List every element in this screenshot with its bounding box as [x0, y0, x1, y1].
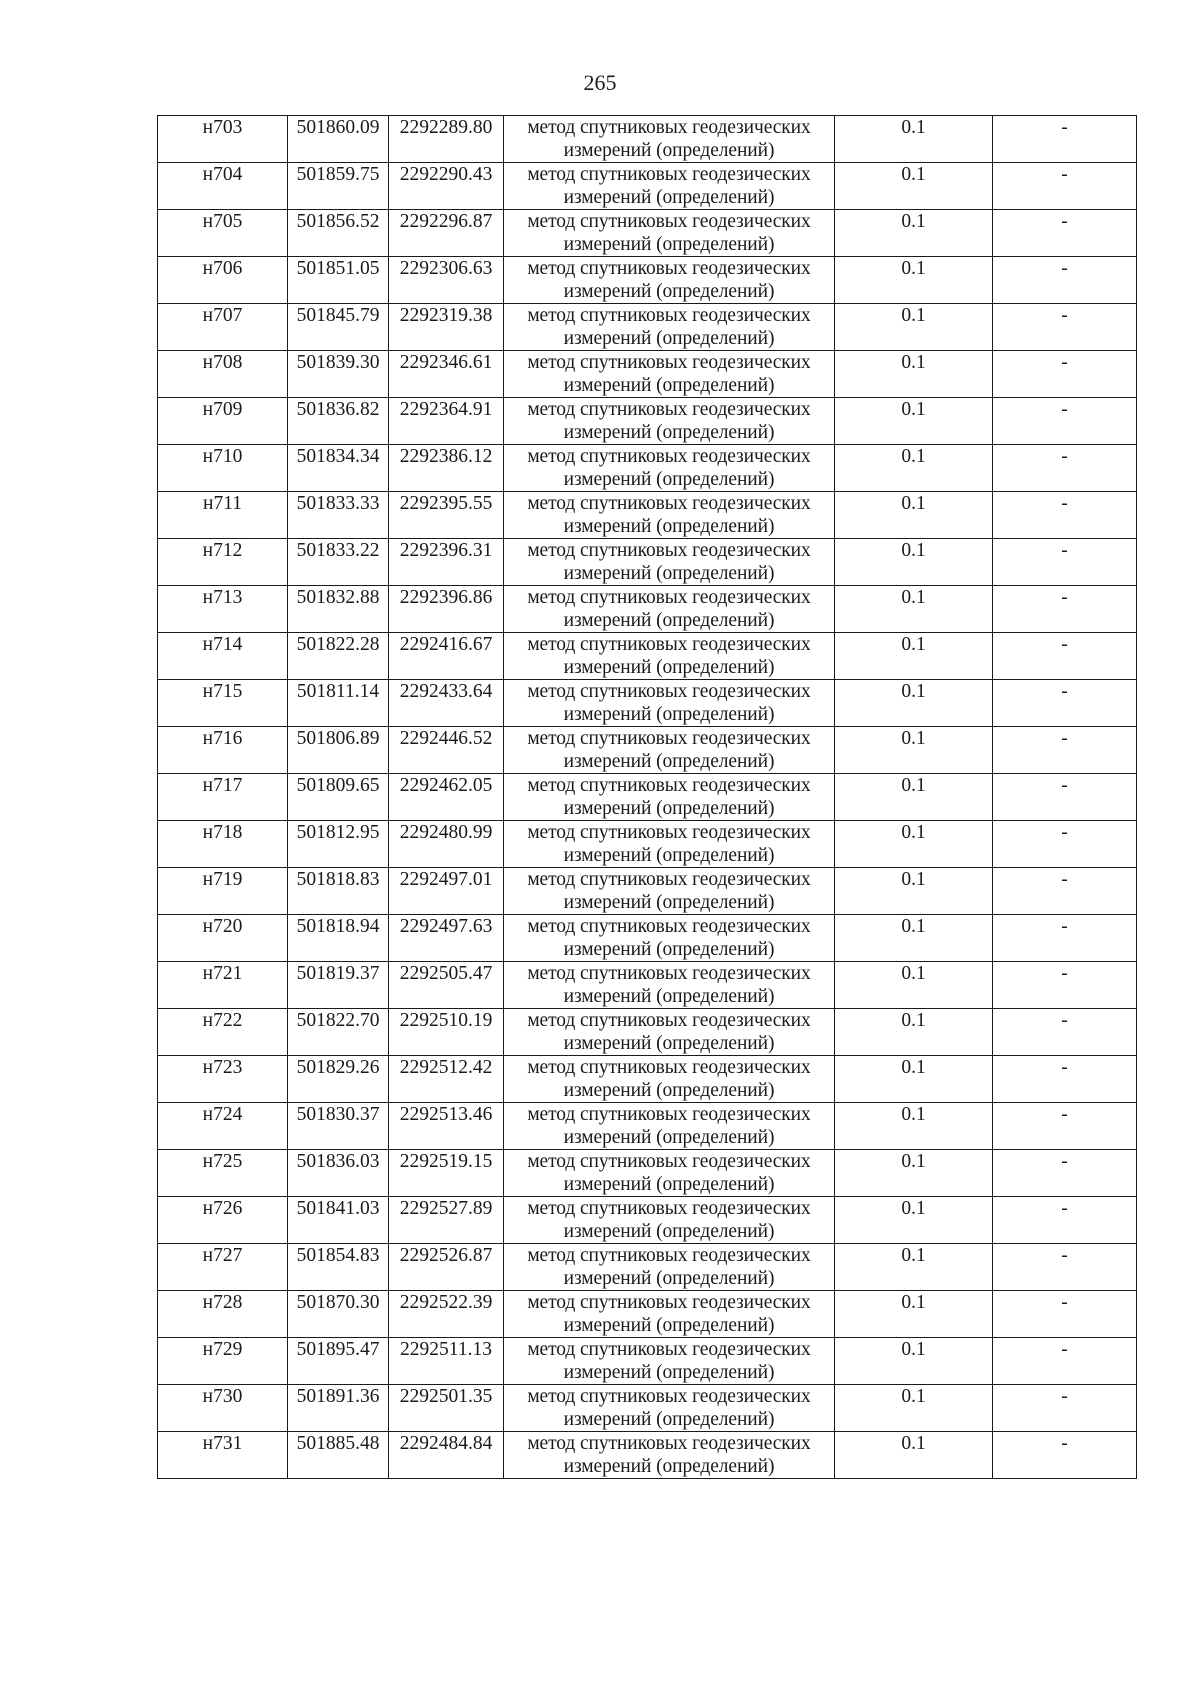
- point-number-cell: н724: [158, 1103, 288, 1150]
- table-row: [158, 1150, 1137, 1197]
- x-coordinate-cell: 501822.70: [288, 1009, 389, 1056]
- method-text-line2: измерений (определений): [563, 563, 775, 584]
- method-cell: [504, 1103, 835, 1150]
- x-coordinate-cell: 501854.83: [288, 1244, 389, 1291]
- accuracy-cell: 0.1: [835, 1244, 993, 1291]
- method-cell: [504, 1150, 835, 1197]
- accuracy-cell: 0.1: [835, 445, 993, 492]
- y-coordinate-cell: 2292395.55: [389, 492, 504, 539]
- point-number-cell: н715: [158, 680, 288, 727]
- method-text-line1: метод спутниковых геодезических: [527, 1292, 811, 1313]
- accuracy-cell: 0.1: [835, 116, 993, 163]
- accuracy-cell: 0.1: [835, 351, 993, 398]
- method-cell: [504, 398, 835, 445]
- method-cell: [504, 539, 835, 586]
- y-coordinate-cell: 2292505.47: [389, 962, 504, 1009]
- note-cell: -: [993, 680, 1137, 727]
- table-row: [158, 1009, 1137, 1056]
- method-text-line1: метод спутниковых геодезических: [527, 1245, 811, 1266]
- method-text-line1: метод спутниковых геодезических: [527, 1386, 811, 1407]
- x-coordinate-cell: 501818.83: [288, 868, 389, 915]
- method-cell: [504, 1009, 835, 1056]
- method-cell: [504, 915, 835, 962]
- note-cell: -: [993, 210, 1137, 257]
- y-coordinate-cell: 2292289.80: [389, 116, 504, 163]
- point-number-cell: н706: [158, 257, 288, 304]
- point-number-cell: н731: [158, 1432, 288, 1479]
- accuracy-cell: 0.1: [835, 1056, 993, 1103]
- note-cell: -: [993, 962, 1137, 1009]
- table-row: [158, 539, 1137, 586]
- x-coordinate-cell: 501834.34: [288, 445, 389, 492]
- table-row: [158, 633, 1137, 680]
- note-cell: -: [993, 492, 1137, 539]
- method-cell: [504, 1432, 835, 1479]
- method-text-line1: метод спутниковых геодезических: [527, 728, 811, 749]
- method-cell: [504, 962, 835, 1009]
- table-row: [158, 915, 1137, 962]
- accuracy-cell: 0.1: [835, 633, 993, 680]
- point-number-cell: н723: [158, 1056, 288, 1103]
- x-coordinate-cell: 501818.94: [288, 915, 389, 962]
- method-text-line2: измерений (определений): [563, 892, 775, 913]
- note-cell: -: [993, 774, 1137, 821]
- table-row: [158, 1432, 1137, 1479]
- method-cell: [504, 727, 835, 774]
- method-text-line2: измерений (определений): [563, 1456, 775, 1477]
- table-row: [158, 586, 1137, 633]
- accuracy-cell: 0.1: [835, 1338, 993, 1385]
- method-cell: [504, 1385, 835, 1432]
- method-cell: [504, 868, 835, 915]
- method-text-line1: метод спутниковых геодезических: [527, 117, 811, 138]
- method-text-line2: измерений (определений): [563, 1268, 775, 1289]
- y-coordinate-cell: 2292364.91: [389, 398, 504, 445]
- method-text-line1: метод спутниковых геодезических: [527, 446, 811, 467]
- point-number-cell: н721: [158, 962, 288, 1009]
- method-text-line1: метод спутниковых геодезических: [527, 164, 811, 185]
- table-row: [158, 821, 1137, 868]
- point-number-cell: н727: [158, 1244, 288, 1291]
- note-cell: -: [993, 1244, 1137, 1291]
- y-coordinate-cell: 2292512.42: [389, 1056, 504, 1103]
- x-coordinate-cell: 501819.37: [288, 962, 389, 1009]
- point-number-cell: н728: [158, 1291, 288, 1338]
- x-coordinate-cell: 501833.33: [288, 492, 389, 539]
- note-cell: -: [993, 868, 1137, 915]
- accuracy-cell: 0.1: [835, 586, 993, 633]
- x-coordinate-cell: 501870.30: [288, 1291, 389, 1338]
- method-text-line1: метод спутниковых геодезических: [527, 540, 811, 561]
- method-text-line1: метод спутниковых геодезических: [527, 1433, 811, 1454]
- note-cell: -: [993, 1103, 1137, 1150]
- method-text-line2: измерений (определений): [563, 657, 775, 678]
- accuracy-cell: 0.1: [835, 727, 993, 774]
- accuracy-cell: 0.1: [835, 1197, 993, 1244]
- method-text-line2: измерений (определений): [563, 469, 775, 490]
- table-row: [158, 445, 1137, 492]
- method-text-line2: измерений (определений): [563, 1080, 775, 1101]
- note-cell: -: [993, 163, 1137, 210]
- x-coordinate-cell: 501845.79: [288, 304, 389, 351]
- x-coordinate-cell: 501859.75: [288, 163, 389, 210]
- table-row: [158, 680, 1137, 727]
- point-number-cell: н705: [158, 210, 288, 257]
- point-number-cell: н710: [158, 445, 288, 492]
- coordinates-table: [157, 115, 1137, 1479]
- x-coordinate-cell: 501851.05: [288, 257, 389, 304]
- method-text-line1: метод спутниковых геодезических: [527, 1151, 811, 1172]
- method-text-line2: измерений (определений): [563, 798, 775, 819]
- point-number-cell: н716: [158, 727, 288, 774]
- accuracy-cell: 0.1: [835, 821, 993, 868]
- method-text-line2: измерений (определений): [563, 704, 775, 725]
- table-row: [158, 1385, 1137, 1432]
- accuracy-cell: 0.1: [835, 915, 993, 962]
- method-text-line1: метод спутниковых геодезических: [527, 1104, 811, 1125]
- method-cell: [504, 680, 835, 727]
- method-text-line2: измерений (определений): [563, 1174, 775, 1195]
- accuracy-cell: 0.1: [835, 1103, 993, 1150]
- point-number-cell: н708: [158, 351, 288, 398]
- y-coordinate-cell: 2292433.64: [389, 680, 504, 727]
- y-coordinate-cell: 2292346.61: [389, 351, 504, 398]
- method-text-line1: метод спутниковых геодезических: [527, 681, 811, 702]
- method-text-line2: измерений (определений): [563, 140, 775, 161]
- table-row: [158, 257, 1137, 304]
- method-text-line2: измерений (определений): [563, 328, 775, 349]
- accuracy-cell: 0.1: [835, 1009, 993, 1056]
- y-coordinate-cell: 2292396.31: [389, 539, 504, 586]
- x-coordinate-cell: 501829.26: [288, 1056, 389, 1103]
- point-number-cell: н725: [158, 1150, 288, 1197]
- method-text-line2: измерений (определений): [563, 610, 775, 631]
- point-number-cell: н722: [158, 1009, 288, 1056]
- accuracy-cell: 0.1: [835, 962, 993, 1009]
- note-cell: -: [993, 351, 1137, 398]
- x-coordinate-cell: 501833.22: [288, 539, 389, 586]
- x-coordinate-cell: 501891.36: [288, 1385, 389, 1432]
- method-text-line2: измерений (определений): [563, 1033, 775, 1054]
- x-coordinate-cell: 501836.82: [288, 398, 389, 445]
- method-text-line2: измерений (определений): [563, 1127, 775, 1148]
- x-coordinate-cell: 501832.88: [288, 586, 389, 633]
- table-row: [158, 304, 1137, 351]
- method-text-line1: метод спутниковых геодезических: [527, 211, 811, 232]
- table-row: [158, 1338, 1137, 1385]
- note-cell: -: [993, 915, 1137, 962]
- accuracy-cell: 0.1: [835, 163, 993, 210]
- method-text-line2: измерений (определений): [563, 986, 775, 1007]
- x-coordinate-cell: 501885.48: [288, 1432, 389, 1479]
- method-cell: [504, 304, 835, 351]
- note-cell: -: [993, 539, 1137, 586]
- method-text-line2: измерений (определений): [563, 375, 775, 396]
- x-coordinate-cell: 501830.37: [288, 1103, 389, 1150]
- x-coordinate-cell: 501856.52: [288, 210, 389, 257]
- note-cell: -: [993, 304, 1137, 351]
- method-text-line1: метод спутниковых геодезических: [527, 775, 811, 796]
- table-row: [158, 398, 1137, 445]
- accuracy-cell: 0.1: [835, 210, 993, 257]
- table-row: [158, 1056, 1137, 1103]
- method-cell: [504, 1056, 835, 1103]
- method-text-line1: метод спутниковых геодезических: [527, 1198, 811, 1219]
- method-text-line2: измерений (определений): [563, 939, 775, 960]
- method-text-line1: метод спутниковых геодезических: [527, 1057, 811, 1078]
- accuracy-cell: 0.1: [835, 868, 993, 915]
- method-cell: [504, 257, 835, 304]
- method-cell: [504, 633, 835, 680]
- method-cell: [504, 210, 835, 257]
- table-row: [158, 868, 1137, 915]
- table-row: [158, 1291, 1137, 1338]
- page-number: 265: [583, 70, 617, 95]
- y-coordinate-cell: 2292526.87: [389, 1244, 504, 1291]
- method-text-line2: измерений (определений): [563, 1221, 775, 1242]
- y-coordinate-cell: 2292522.39: [389, 1291, 504, 1338]
- method-text-line1: метод спутниковых геодезических: [527, 258, 811, 279]
- method-text-line1: метод спутниковых геодезических: [527, 587, 811, 608]
- point-number-cell: н703: [158, 116, 288, 163]
- method-text-line1: метод спутниковых геодезических: [527, 963, 811, 984]
- table-row: [158, 1103, 1137, 1150]
- table-row: [158, 210, 1137, 257]
- x-coordinate-cell: 501809.65: [288, 774, 389, 821]
- table-row: [158, 351, 1137, 398]
- method-cell: [504, 1197, 835, 1244]
- method-text-line2: измерений (определений): [563, 1315, 775, 1336]
- method-cell: [504, 1338, 835, 1385]
- method-cell: [504, 1244, 835, 1291]
- accuracy-cell: 0.1: [835, 257, 993, 304]
- method-text-line1: метод спутниковых геодезических: [527, 634, 811, 655]
- note-cell: -: [993, 1056, 1137, 1103]
- y-coordinate-cell: 2292519.15: [389, 1150, 504, 1197]
- point-number-cell: н713: [158, 586, 288, 633]
- note-cell: -: [993, 257, 1137, 304]
- table-row: [158, 492, 1137, 539]
- accuracy-cell: 0.1: [835, 774, 993, 821]
- method-text-line1: метод спутниковых геодезических: [527, 1010, 811, 1031]
- method-text-line2: измерений (определений): [563, 234, 775, 255]
- table-row: [158, 1197, 1137, 1244]
- method-text-line2: измерений (определений): [563, 516, 775, 537]
- accuracy-cell: 0.1: [835, 680, 993, 727]
- y-coordinate-cell: 2292319.38: [389, 304, 504, 351]
- point-number-cell: н730: [158, 1385, 288, 1432]
- x-coordinate-cell: 501822.28: [288, 633, 389, 680]
- method-text-line2: измерений (определений): [563, 281, 775, 302]
- method-cell: [504, 163, 835, 210]
- accuracy-cell: 0.1: [835, 398, 993, 445]
- method-cell: [504, 116, 835, 163]
- y-coordinate-cell: 2292484.84: [389, 1432, 504, 1479]
- note-cell: -: [993, 1432, 1137, 1479]
- method-cell: [504, 1291, 835, 1338]
- x-coordinate-cell: 501841.03: [288, 1197, 389, 1244]
- y-coordinate-cell: 2292511.13: [389, 1338, 504, 1385]
- method-cell: [504, 445, 835, 492]
- y-coordinate-cell: 2292290.43: [389, 163, 504, 210]
- table-row: [158, 1244, 1137, 1291]
- note-cell: -: [993, 727, 1137, 774]
- y-coordinate-cell: 2292446.52: [389, 727, 504, 774]
- y-coordinate-cell: 2292513.46: [389, 1103, 504, 1150]
- accuracy-cell: 0.1: [835, 1385, 993, 1432]
- accuracy-cell: 0.1: [835, 492, 993, 539]
- note-cell: -: [993, 1385, 1137, 1432]
- x-coordinate-cell: 501839.30: [288, 351, 389, 398]
- accuracy-cell: 0.1: [835, 1291, 993, 1338]
- method-text-line1: метод спутниковых геодезических: [527, 493, 811, 514]
- point-number-cell: н712: [158, 539, 288, 586]
- method-cell: [504, 492, 835, 539]
- method-text-line2: измерений (определений): [563, 422, 775, 443]
- method-text-line1: метод спутниковых геодезических: [527, 822, 811, 843]
- table-row: [158, 163, 1137, 210]
- method-cell: [504, 821, 835, 868]
- point-number-cell: н717: [158, 774, 288, 821]
- note-cell: -: [993, 586, 1137, 633]
- method-text-line2: измерений (определений): [563, 845, 775, 866]
- point-number-cell: н719: [158, 868, 288, 915]
- point-number-cell: н718: [158, 821, 288, 868]
- note-cell: -: [993, 821, 1137, 868]
- x-coordinate-cell: 501836.03: [288, 1150, 389, 1197]
- point-number-cell: н720: [158, 915, 288, 962]
- y-coordinate-cell: 2292462.05: [389, 774, 504, 821]
- x-coordinate-cell: 501895.47: [288, 1338, 389, 1385]
- method-text-line2: измерений (определений): [563, 187, 775, 208]
- y-coordinate-cell: 2292510.19: [389, 1009, 504, 1056]
- y-coordinate-cell: 2292501.35: [389, 1385, 504, 1432]
- y-coordinate-cell: 2292306.63: [389, 257, 504, 304]
- method-text-line2: измерений (определений): [563, 751, 775, 772]
- method-cell: [504, 774, 835, 821]
- method-cell: [504, 586, 835, 633]
- accuracy-cell: 0.1: [835, 539, 993, 586]
- note-cell: -: [993, 398, 1137, 445]
- method-text-line1: метод спутниковых геодезических: [527, 869, 811, 890]
- method-text-line1: метод спутниковых геодезических: [527, 399, 811, 420]
- note-cell: -: [993, 1291, 1137, 1338]
- y-coordinate-cell: 2292396.86: [389, 586, 504, 633]
- coordinates-table-body: [158, 116, 1137, 1479]
- method-text-line1: метод спутниковых геодезических: [527, 916, 811, 937]
- method-text-line1: метод спутниковых геодезических: [527, 305, 811, 326]
- y-coordinate-cell: 2292480.99: [389, 821, 504, 868]
- point-number-cell: н729: [158, 1338, 288, 1385]
- accuracy-cell: 0.1: [835, 304, 993, 351]
- table-row: [158, 116, 1137, 163]
- table-row: [158, 774, 1137, 821]
- table-row: [158, 727, 1137, 774]
- x-coordinate-cell: 501812.95: [288, 821, 389, 868]
- y-coordinate-cell: 2292497.63: [389, 915, 504, 962]
- note-cell: -: [993, 1338, 1137, 1385]
- method-text-line1: метод спутниковых геодезических: [527, 1339, 811, 1360]
- x-coordinate-cell: 501860.09: [288, 116, 389, 163]
- note-cell: -: [993, 1197, 1137, 1244]
- method-text-line1: метод спутниковых геодезических: [527, 352, 811, 373]
- note-cell: -: [993, 1009, 1137, 1056]
- method-cell: [504, 351, 835, 398]
- point-number-cell: н707: [158, 304, 288, 351]
- note-cell: -: [993, 1150, 1137, 1197]
- note-cell: -: [993, 116, 1137, 163]
- method-text-line2: измерений (определений): [563, 1409, 775, 1430]
- x-coordinate-cell: 501811.14: [288, 680, 389, 727]
- point-number-cell: н704: [158, 163, 288, 210]
- y-coordinate-cell: 2292296.87: [389, 210, 504, 257]
- note-cell: -: [993, 633, 1137, 680]
- point-number-cell: н711: [158, 492, 288, 539]
- point-number-cell: н709: [158, 398, 288, 445]
- y-coordinate-cell: 2292416.67: [389, 633, 504, 680]
- accuracy-cell: 0.1: [835, 1432, 993, 1479]
- y-coordinate-cell: 2292527.89: [389, 1197, 504, 1244]
- accuracy-cell: 0.1: [835, 1150, 993, 1197]
- y-coordinate-cell: 2292386.12: [389, 445, 504, 492]
- table-row: [158, 962, 1137, 1009]
- point-number-cell: н714: [158, 633, 288, 680]
- note-cell: -: [993, 445, 1137, 492]
- x-coordinate-cell: 501806.89: [288, 727, 389, 774]
- point-number-cell: н726: [158, 1197, 288, 1244]
- y-coordinate-cell: 2292497.01: [389, 868, 504, 915]
- method-text-line2: измерений (определений): [563, 1362, 775, 1383]
